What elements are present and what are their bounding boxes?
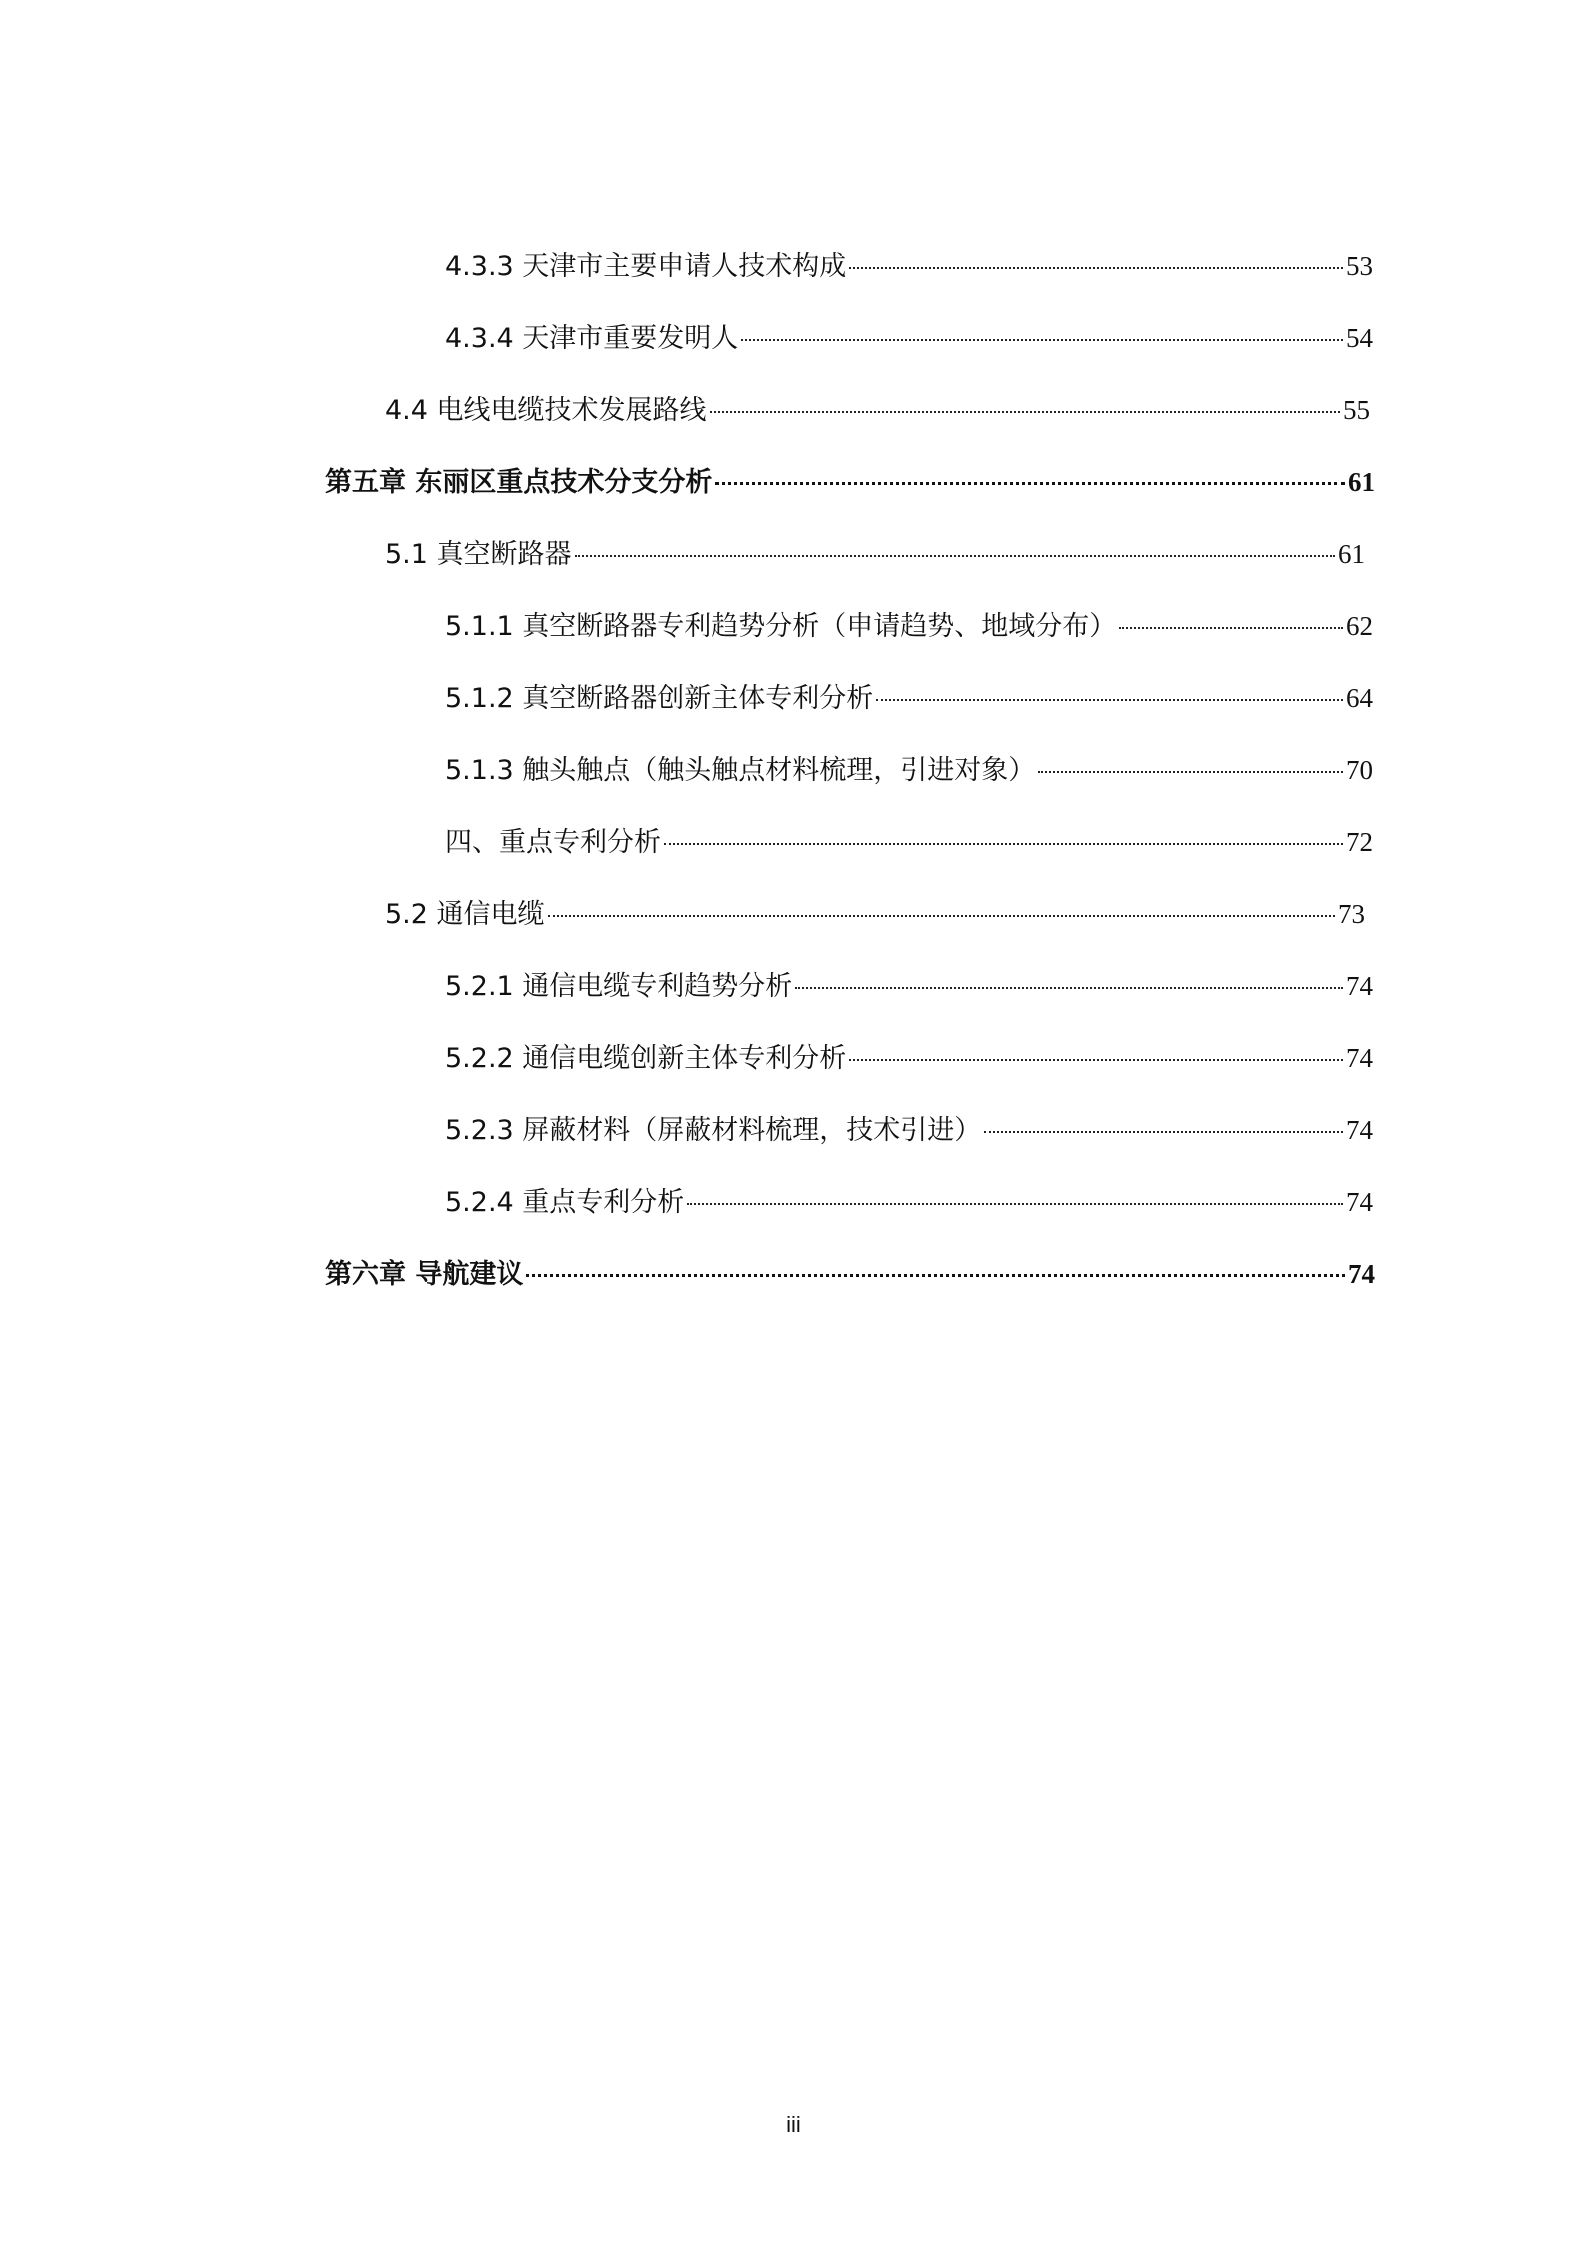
toc-entry[interactable]: [445, 1184, 1373, 1221]
dot-leader: [548, 915, 1335, 917]
toc-entry-page: 64: [1346, 683, 1373, 713]
toc-entry[interactable]: [445, 248, 1373, 285]
toc-entry[interactable]: [445, 1040, 1373, 1077]
toc-entry[interactable]: [445, 680, 1373, 717]
dot-leader: [984, 1131, 1343, 1133]
toc-entry[interactable]: [385, 896, 1365, 933]
toc-entry-page: 61: [1348, 467, 1375, 497]
toc-entry-label: 第六章 导航建议: [325, 1259, 524, 1290]
dot-leader: [526, 1274, 1345, 1277]
dot-leader: [1119, 627, 1343, 629]
dot-leader: [687, 1203, 1343, 1205]
toc-entry-label: 5.2.4 重点专利分析: [445, 1187, 685, 1218]
toc-entry-page: 54: [1346, 323, 1373, 353]
toc-entry-page: 74: [1346, 1115, 1373, 1145]
toc-entry[interactable]: [445, 1112, 1373, 1149]
toc-entry-label: 5.1.1 真空断路器专利趋势分析（申请趋势、地域分布）: [445, 611, 1117, 642]
toc-entry-page: 74: [1348, 1259, 1375, 1289]
page-number: iii: [786, 2112, 801, 2137]
toc-entry-label: 5.2.2 通信电缆创新主体专利分析: [445, 1043, 847, 1074]
dot-leader: [664, 843, 1343, 845]
toc-entry-page: 72: [1346, 827, 1373, 857]
toc-entry-label: 4.4 电线电缆技术发展路线: [385, 395, 707, 426]
toc-entry-label: 5.2 通信电缆: [385, 899, 545, 930]
toc-entry-page: 70: [1346, 755, 1373, 785]
toc-entry-label: 4.3.4 天津市重要发明人: [445, 323, 739, 354]
toc-entry-page: 55: [1343, 395, 1370, 425]
toc-entry[interactable]: [445, 968, 1373, 1005]
toc-entry-label: 5.2.1 通信电缆专利趋势分析: [445, 971, 793, 1002]
toc-entry-label: 5.1.2 真空断路器创新主体专利分析: [445, 683, 874, 714]
toc-entry-page: 61: [1338, 539, 1365, 569]
toc-entry-page: 74: [1346, 971, 1373, 1001]
dot-leader: [715, 482, 1345, 485]
toc-entry[interactable]: [385, 536, 1365, 573]
toc-entry-label: 第五章 东丽区重点技术分支分析: [325, 467, 713, 498]
dot-leader: [795, 987, 1343, 989]
toc-entry-page: 53: [1346, 251, 1373, 281]
toc-entry-page: 74: [1346, 1043, 1373, 1073]
toc-entry[interactable]: [445, 320, 1373, 357]
toc-entry-label: 5.1 真空断路器: [385, 539, 572, 570]
dot-leader: [849, 267, 1343, 269]
dot-leader: [849, 1059, 1343, 1061]
dot-leader: [575, 555, 1335, 557]
toc-entry-label: 5.2.3 屏蔽材料（屏蔽材料梳理，技术引进）: [445, 1115, 982, 1146]
dot-leader: [741, 339, 1343, 341]
toc-entry-chapter[interactable]: [325, 1256, 1375, 1293]
dot-leader: [710, 411, 1340, 413]
toc-entry-label: 四、重点专利分析: [445, 827, 661, 858]
toc-entry-page: 73: [1338, 899, 1365, 929]
toc-entry-page: 62: [1346, 611, 1373, 641]
toc-entry-label: 5.1.3 触头触点（触头触点材料梳理，引进对象）: [445, 755, 1036, 786]
toc-entry-chapter[interactable]: [325, 464, 1375, 501]
toc-entry-label: 4.3.3 天津市主要申请人技术构成: [445, 251, 847, 282]
dot-leader: [1038, 771, 1343, 773]
toc-entry-page: 74: [1346, 1187, 1373, 1217]
dot-leader: [876, 699, 1343, 701]
toc-entry[interactable]: [445, 608, 1373, 645]
toc-entry[interactable]: [385, 392, 1370, 429]
toc-entry[interactable]: [445, 824, 1373, 861]
toc-entry[interactable]: [445, 752, 1373, 789]
